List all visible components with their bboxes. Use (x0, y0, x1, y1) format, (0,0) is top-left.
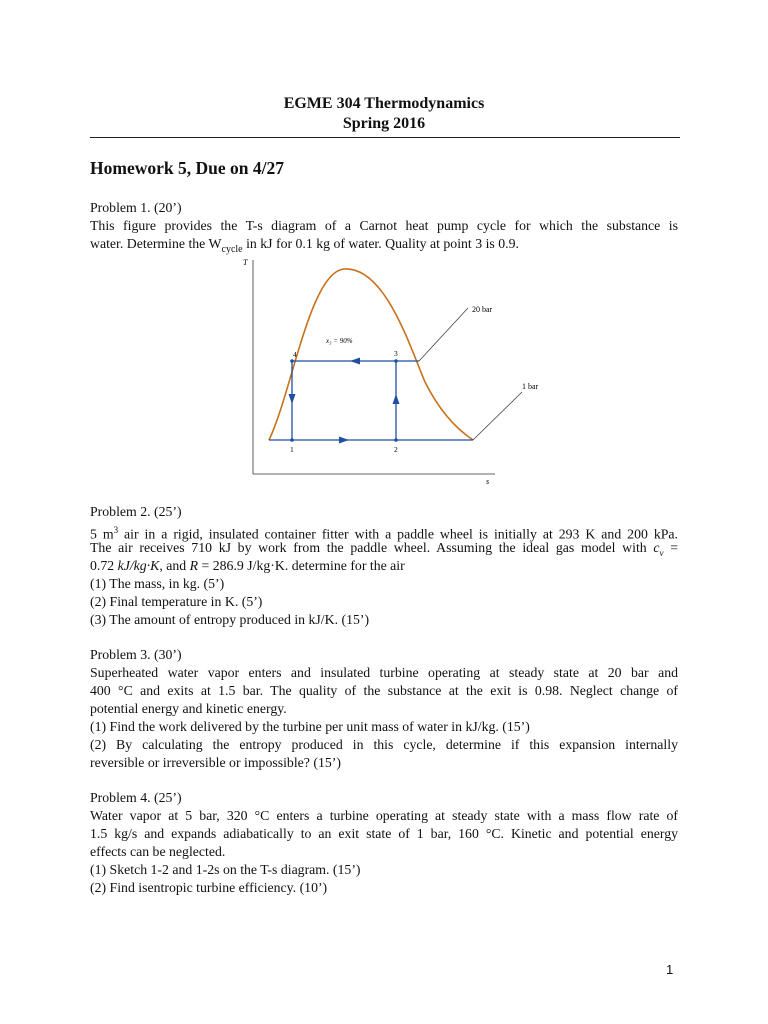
problem-3-line-2: 400 °C and exits at 1.5 bar. The quality of the substance at the exit is 0.98. Neglect change of (90, 683, 678, 698)
problem-3-question-2b: reversible or irreversible or impossible? (15’) (90, 755, 341, 770)
point-label-2: 2 (394, 445, 398, 454)
cv-symbol: c (653, 540, 660, 555)
problem-4-line-1: Water vapor at 5 bar, 320 °C enters a turbine operating at steady state with a mass flow rate of (90, 808, 678, 823)
equals-sign: = (663, 540, 679, 555)
problem-1-text-a: water. Determine the W (90, 236, 222, 251)
problem-3-question-2a: (2) By calculating the entropy produced in this cycle, determine if this expansion internally (90, 737, 678, 752)
state-point-1 (290, 438, 294, 442)
problem-2-and: , and (159, 558, 190, 573)
quality-label: x₃ = 90% (326, 337, 353, 345)
problem-3-question-1: (1) Find the work delivered by the turbine per unit mass of water in kJ/kg. (15’) (90, 719, 530, 734)
problem-2-title: Problem 2. (25’) (90, 504, 182, 519)
cv-unit: kJ/kg·K (117, 558, 160, 573)
problem-1-text-b: in kJ for 0.1 kg of water. Quality at point 3 is 0.9. (242, 236, 519, 251)
problem-3-title: Problem 3. (30’) (90, 647, 182, 662)
course-title: EGME 304 Thermodynamics (283, 95, 485, 112)
problem-3-line-1: Superheated water vapor enters and insulated turbine operating at steady state at 20 bar and (90, 665, 678, 680)
state-point-3 (394, 359, 398, 363)
w-cycle-subscript: cycle (221, 243, 243, 255)
t-axis-label: T (243, 258, 248, 267)
isobar-1bar-line (473, 392, 522, 440)
arrow-down (289, 394, 296, 404)
r-value: = 286.9 (198, 558, 244, 573)
problem-4-question-1: (1) Sketch 1-2 and 1-2s on the T-s diagram. (15’) (90, 862, 361, 877)
s-axis-label: s (486, 477, 490, 486)
term-title: Spring 2016 (342, 115, 426, 132)
arrow-left (350, 358, 360, 365)
problem-4-question-2: (2) Find isentropic turbine efficiency. (10’) (90, 880, 328, 895)
arrow-right (339, 437, 349, 444)
carnot-ts-diagram (240, 252, 539, 487)
header-rule (90, 137, 680, 138)
point-label-1: 1 (290, 445, 294, 454)
isobar-1bar-label: 1 bar (522, 382, 539, 391)
cubic-superscript: 3 (113, 525, 119, 535)
problem-4-line-3: effects can be neglected. (90, 844, 226, 859)
problem-2-question-2: (2) Final temperature in K. (5’) (90, 594, 263, 609)
problem-2-question-1: (1) The mass, in kg. (5’) (90, 576, 225, 591)
cv-value: 0.72 (90, 558, 118, 573)
state-point-2 (394, 438, 398, 442)
r-symbol: R (189, 558, 199, 573)
problem-2-text-1: air in a rigid, insulated container fitter with a paddle wheel is initially at 293 K and 200 kPa. (118, 526, 678, 542)
page-number: 1 (666, 962, 674, 977)
problem-2-text-3: J/kg·K. determine for the air (243, 558, 405, 573)
problem-4-title: Problem 4. (25’) (90, 790, 182, 805)
state-point-4 (290, 359, 294, 363)
carnot-cycle (269, 358, 473, 444)
saturation-dome (269, 269, 473, 440)
isobar-20bar-line (419, 308, 468, 361)
isobar-20bar-label: 20 bar (472, 305, 493, 314)
point-label-3: 3 (394, 349, 398, 358)
arrow-up (393, 394, 400, 404)
homework-title: Homework 5, Due on 4/27 (90, 158, 284, 178)
problem-4-line-2: 1.5 kg/s and expands adiabatically to an exit state of 1 bar, 160 °C. Kinetic and potential energy (90, 826, 678, 841)
problem-1-title: Problem 1. (20’) (90, 200, 182, 215)
problem-3-line-3: potential energy and kinetic energy. (90, 701, 287, 716)
problem-2-text-2: The air receives 710 kJ by work from the paddle wheel. Assuming the ideal gas model with (90, 540, 654, 555)
point-label-4: 4 (293, 350, 297, 359)
cv-subscript: v (659, 547, 664, 558)
problem-2-line-3 (90, 557, 678, 575)
problem-2-question-3: (3) The amount of entropy produced in kJ/K. (15’) (90, 612, 370, 627)
problem-2-volume: 5 m (90, 526, 114, 542)
problem-1-line-1: This figure provides the T-s diagram of a Carnot heat pump cycle for which the substance is (90, 218, 678, 233)
